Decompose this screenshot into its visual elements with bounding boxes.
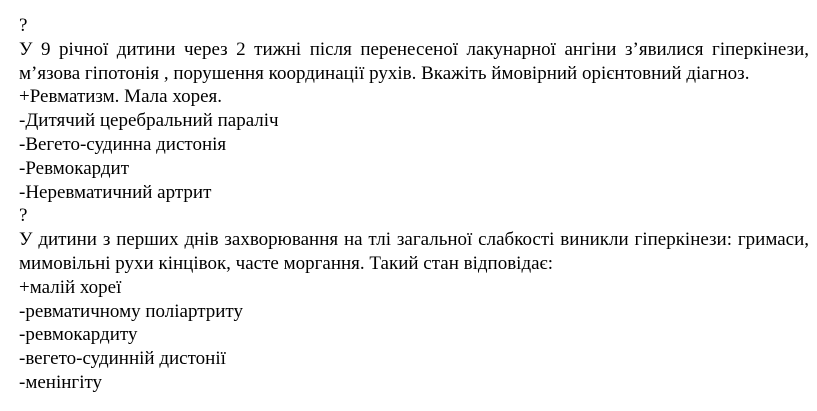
answer-option: +малій хореї — [19, 276, 122, 298]
answer-option: -Вегето-судинна дистонія — [19, 133, 227, 155]
question-mark: ? — [19, 205, 28, 227]
question-mark: ? — [19, 15, 28, 36]
answer-option: -Ревмокардит — [19, 157, 130, 179]
answer-option: -ревмокардиту — [19, 324, 138, 346]
answer-option: -менінгіту — [19, 371, 103, 393]
answer-option: -ревматичному поліартриту — [19, 300, 243, 322]
answer-option: -Дитячий церебральний параліч — [19, 110, 279, 132]
question-text: У дитини з перших днів захворювання на тлі загальної слабкості виникли гіперкінези: гримаси, мимовільні рухи кінцівок, часте моргання. Такий стан відповідає: — [19, 229, 809, 274]
answer-option: -Неревматичний артрит — [19, 181, 212, 203]
answer-option: +Ревматизм. Мала хорея. — [19, 86, 223, 108]
answer-option: -вегето-судинній дистонії — [19, 348, 226, 370]
question-text: У 9 річної дитини через 2 тижні після перенесеної лакунарної ангіни з’явилися гіперкінези, м’язова гіпотонія , порушення координації рухів. Вкажіть ймовірний орієнтовний діагноз. — [19, 38, 809, 84]
document-page — [19, 14, 809, 395]
